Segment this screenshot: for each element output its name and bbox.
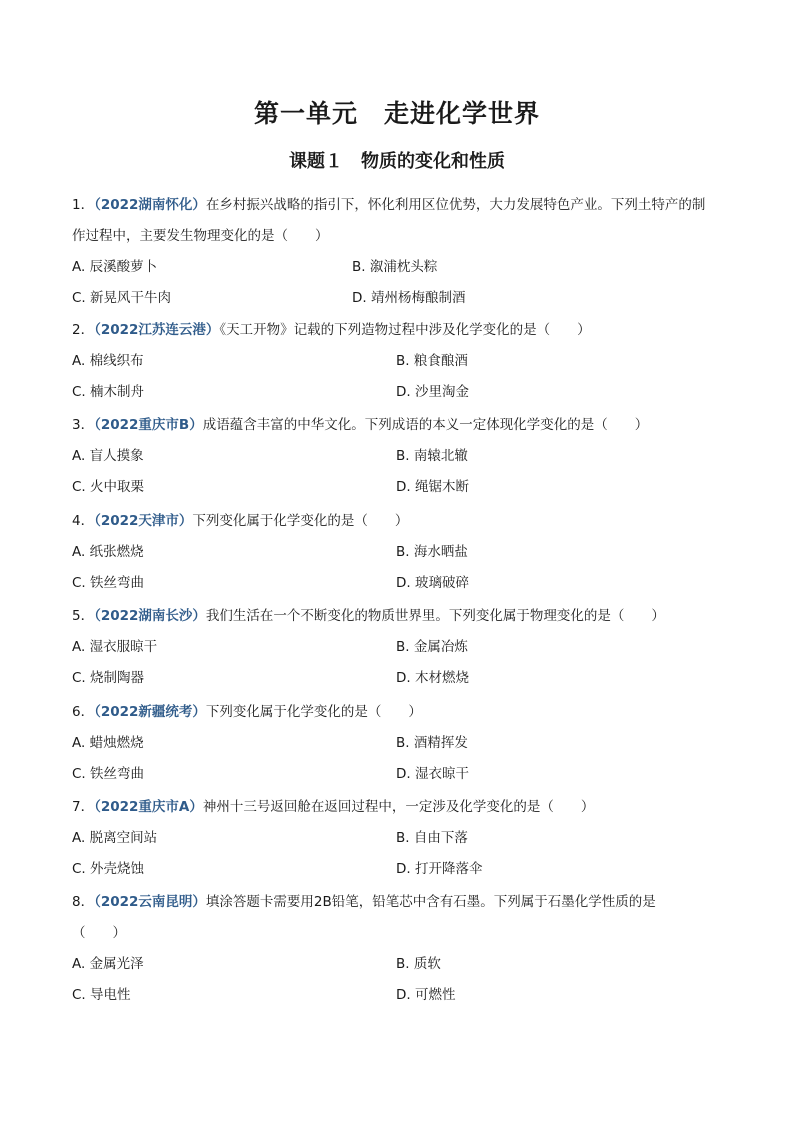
question-7 (72, 792, 732, 885)
question-6 (72, 697, 732, 790)
question-number: 6． (72, 704, 95, 720)
option-c: C. 铁丝弯曲 (72, 575, 145, 591)
question-8 (72, 887, 732, 1011)
question-number: 5． (72, 608, 95, 624)
option-b: B. 溆浦枕头粽 (352, 259, 438, 275)
option-b: B. 海水晒盐 (396, 544, 468, 560)
option-d: D. 木材燃烧 (396, 670, 469, 686)
unit-title: 第一单元 走进化学世界 (253, 99, 540, 128)
lesson-title: 课题１ 物质的变化和性质 (289, 151, 505, 172)
option-d: D. 靖州杨梅酿制酒 (352, 290, 466, 306)
question-1 (72, 190, 732, 314)
question-stem: 下列变化属于化学变化的是（ ） (205, 704, 422, 720)
option-a: A. 脱离空间站 (72, 830, 158, 846)
question-source: （2022天津市） (94, 513, 193, 529)
question-stem: 神州十三号返回舱在返回过程中，一定涉及化学变化的是（ ） (202, 799, 595, 815)
question-source: （2022重庆市B） (94, 417, 203, 433)
option-c: C. 楠木制舟 (72, 384, 145, 400)
question-stem: 作过程中，主要发生物理变化的是（ ） (72, 228, 329, 244)
question-stem: （ ） (72, 925, 126, 941)
question-stem: 我们生活在一个不断变化的物质世界里。下列变化属于物理变化的是（ ） (205, 608, 665, 624)
question-number: 3． (72, 417, 95, 433)
option-a: A. 蜡烛燃烧 (72, 735, 144, 751)
question-number: 8． (72, 894, 95, 910)
option-c: C. 导电性 (72, 987, 131, 1003)
question-4 (72, 506, 732, 599)
question-number: 4． (72, 513, 95, 529)
question-source: （2022湖南长沙） (94, 608, 206, 624)
option-c: C. 新晃风干牛肉 (72, 290, 172, 306)
option-c: C. 烧制陶器 (72, 670, 145, 686)
option-b: B. 南辕北辙 (396, 448, 468, 464)
option-a: A. 纸张燃烧 (72, 544, 144, 560)
question-number: 2． (72, 322, 95, 338)
option-d: D. 打开降落伞 (396, 861, 483, 877)
option-d: D. 可燃性 (396, 987, 456, 1003)
option-c: C. 火中取栗 (72, 479, 145, 495)
option-b: B. 质软 (396, 956, 441, 972)
option-c: C. 外壳烧蚀 (72, 861, 145, 877)
question-source: （2022江苏连云港） (94, 322, 220, 338)
option-d: D. 绳锯木断 (396, 479, 469, 495)
option-d: D. 沙里淘金 (396, 384, 469, 400)
option-a: A. 棉线织布 (72, 353, 144, 369)
option-b: B. 金属冶炼 (396, 639, 468, 655)
question-stem: 下列变化属于化学变化的是（ ） (192, 513, 409, 529)
question-stem: 填涂答题卡需要用2B铅笔，铅笔芯中含有石墨。下列属于石墨化学性质的是 (205, 894, 656, 910)
question-2 (72, 315, 732, 408)
question-stem: 成语蕴含丰富的中华文化。下列成语的本义一定体现化学变化的是（ ） (202, 417, 649, 433)
question-5 (72, 601, 732, 694)
option-d: D. 玻璃破碎 (396, 575, 469, 591)
question-stem: 《天工开物》记载的下列造物过程中涉及化学变化的是（ ） (219, 322, 591, 338)
option-b: B. 粮食酿酒 (396, 353, 468, 369)
question-source: （2022云南昆明） (94, 894, 206, 910)
option-a: A. 辰溪酸萝卜 (72, 259, 158, 275)
question-stem: 在乡村振兴战略的指引下，怀化利用区位优势，大力发展特色产业。下列土特产的制 (205, 197, 706, 213)
question-number: 7． (72, 799, 95, 815)
question-3 (72, 410, 732, 503)
option-a: A. 湿衣服晾干 (72, 639, 158, 655)
option-a: A. 金属光泽 (72, 956, 144, 972)
question-source: （2022重庆市A） (94, 799, 203, 815)
option-c: C. 铁丝弯曲 (72, 766, 145, 782)
question-source: （2022新疆统考） (94, 704, 206, 720)
question-number: 1． (72, 197, 95, 213)
option-b: B. 自由下落 (396, 830, 468, 846)
option-d: D. 湿衣晾干 (396, 766, 469, 782)
question-source: （2022湖南怀化） (94, 197, 206, 213)
option-a: A. 盲人摸象 (72, 448, 144, 464)
option-b: B. 酒精挥发 (396, 735, 468, 751)
